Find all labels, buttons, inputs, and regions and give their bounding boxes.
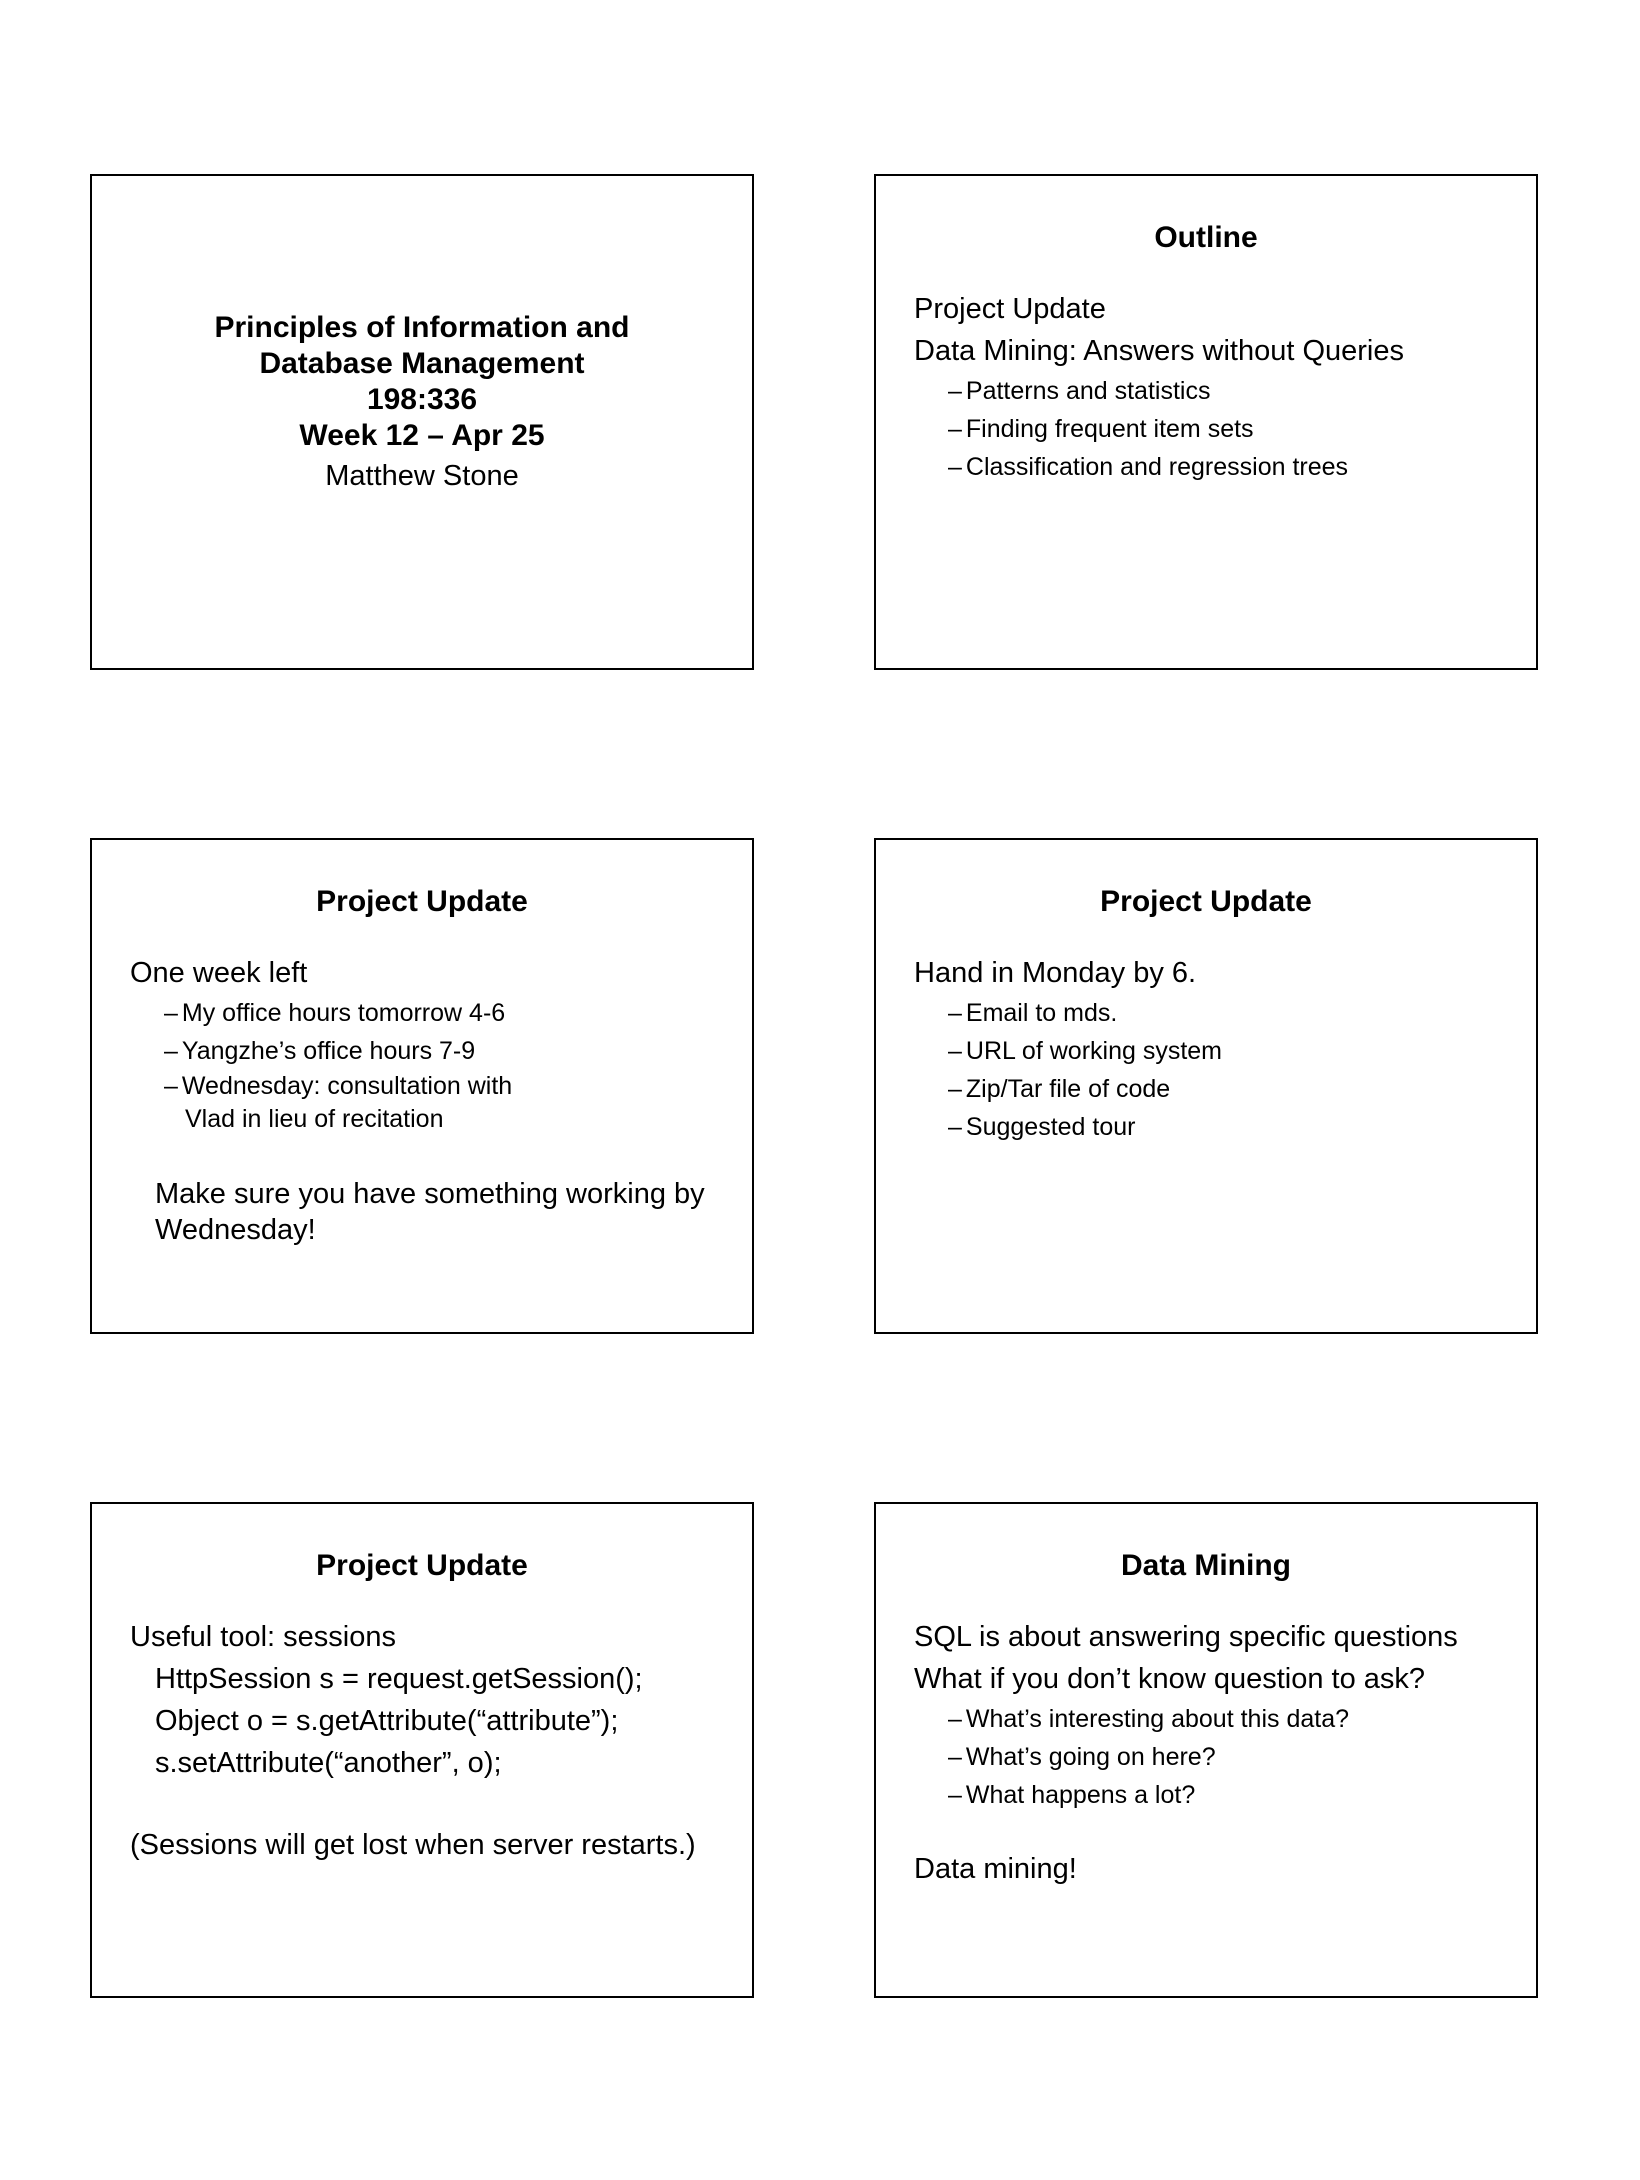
session-note: (Sessions will get lost when server restarts.) [130, 1829, 696, 1861]
sub-bullet-item: – Zip/Tar file of code [948, 1075, 1171, 1103]
slide-body [914, 288, 1516, 486]
slide-body [130, 1616, 732, 1866]
slide-body [130, 952, 732, 1248]
code-line: s.setAttribute(“another”, o); [155, 1747, 502, 1779]
slide-title: Data Mining [1121, 1549, 1291, 1582]
sub-bullet-item: – Email to mds. [948, 999, 1118, 1027]
sub-bullet-item: – URL of working system [948, 1037, 1222, 1065]
bullet-item: Hand in Monday by 6. [914, 957, 1197, 989]
sub-bullet-item: – What’s interesting about this data? [948, 1705, 1350, 1733]
slide-4-project-update [874, 838, 1538, 1334]
bullet-item: Data Mining: Answers without Queries [914, 335, 1404, 367]
spacer [130, 1784, 732, 1824]
slide-5-project-update [90, 1502, 754, 1998]
sub-bullet-item: – Wednesday: consultation with Vlad in lieu of recitation [164, 1072, 513, 1133]
author-name: Matthew Stone [325, 460, 519, 492]
closing-line: Data mining! [914, 1853, 1077, 1885]
slide-body [914, 1616, 1516, 1890]
bullet-item: What if you don’t know question to ask? [914, 1663, 1426, 1695]
spacer [914, 1814, 1516, 1848]
code-line: HttpSession s = request.getSession(); [155, 1663, 643, 1695]
bullet-item: Useful tool: sessions [130, 1621, 396, 1653]
slide-title: Outline [1154, 221, 1258, 254]
slide-3-project-update [90, 838, 754, 1334]
slide-1-title [90, 174, 754, 670]
code-line: Object o = s.getAttribute(“attribute”); [155, 1705, 619, 1737]
slide-body [914, 952, 1516, 1146]
sub-bullet-item: – My office hours tomorrow 4-6 [164, 999, 506, 1027]
course-title-line-1: Principles of Information and [214, 311, 630, 344]
bullet-item: SQL is about answering specific questions [914, 1621, 1458, 1653]
course-title-line-2: Database Management [259, 347, 585, 380]
lecture-date: Week 12 – Apr 25 [299, 419, 545, 452]
sub-bullet-item: – Yangzhe’s office hours 7-9 [164, 1037, 476, 1065]
sub-bullet-item: – What’s going on here? [948, 1743, 1216, 1771]
bullet-item: One week left [130, 957, 308, 989]
bullet-item: Project Update [914, 293, 1106, 325]
sub-bullet-item: – Patterns and statistics [948, 377, 1211, 405]
slide-6-data-mining [874, 1502, 1538, 1998]
sub-bullet-item: – Classification and regression trees [948, 453, 1349, 481]
sub-bullet-item: – Suggested tour [948, 1113, 1136, 1141]
sub-bullet-item: – What happens a lot? [948, 1781, 1196, 1809]
slide-2-outline [874, 174, 1538, 670]
reminder-note: Make sure you have something working by Wednesday! [155, 1178, 705, 1246]
slide-title: Project Update [1100, 885, 1312, 918]
sub-bullet-item: – Finding frequent item sets [948, 415, 1254, 443]
course-number: 198:336 [366, 383, 478, 416]
slide-title: Project Update [316, 885, 528, 918]
title-block [92, 310, 752, 496]
slide-title: Project Update [316, 1549, 528, 1582]
